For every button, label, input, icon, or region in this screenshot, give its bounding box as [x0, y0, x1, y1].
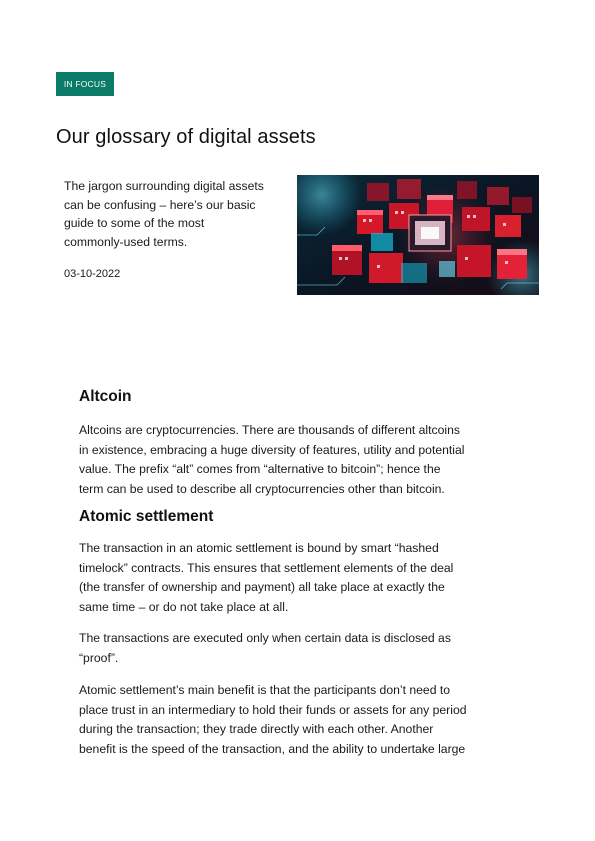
section-paragraph	[79, 421, 519, 499]
section-paragraph	[79, 629, 519, 668]
section-heading: Altcoin	[79, 388, 132, 405]
page-title: Our glossary of digital assets	[56, 126, 316, 148]
section-paragraph	[79, 681, 519, 759]
paragraph-line: benefit is the speed of the transaction, and the ability to undertake large	[79, 741, 466, 756]
paragraph-line: place trust in an intermediary to hold their funds or assets for any period	[79, 702, 467, 717]
intro-line: can be confusing – here’s our basic	[64, 197, 256, 212]
publish-date: 03-10-2022	[64, 268, 121, 280]
hero-image	[297, 175, 539, 295]
paragraph-line: “proof”.	[79, 650, 119, 665]
intro-line: The jargon surrounding digital assets	[64, 179, 264, 193]
paragraph-line: term can be used to describe all cryptocurrencies other than bitcoin.	[79, 481, 445, 496]
paragraph-line: The transaction in an atomic settlement is bound by smart “hashed	[79, 541, 439, 555]
paragraph-line: in existence, embracing a huge diversity of features, utility and potential	[79, 442, 465, 457]
paragraph-line: (the transfer of ownership and payment) all take place at exactly the	[79, 580, 445, 595]
paragraph-line: The transactions are executed only when certain data is disclosed as	[79, 631, 451, 645]
digital-blocks-illustration	[297, 175, 539, 295]
section-heading: Atomic settlement	[79, 508, 214, 525]
in-focus-tag	[56, 72, 114, 96]
intro-line: guide to some of the most	[64, 216, 205, 231]
tag-label: IN FOCUS	[63, 79, 107, 89]
intro-line: commonly-used terms.	[64, 234, 188, 249]
paragraph-line: during the transaction; they trade directly with each other. Another	[79, 722, 434, 737]
paragraph-line: Atomic settlement’s main benefit is that the participants don’t need to	[79, 683, 451, 697]
paragraph-line: value. The prefix “alt” comes from “alternative to bitcoin”; hence the	[79, 462, 441, 477]
paragraph-line: timelock” contracts. This ensures that settlement elements of the deal	[79, 560, 454, 575]
section-paragraph	[79, 539, 519, 617]
paragraph-line: Altcoins are cryptocurrencies. There are thousands of different altcoins	[79, 423, 460, 437]
article-intro	[64, 177, 294, 251]
paragraph-line: same time – or do not take place at all.	[79, 599, 289, 614]
